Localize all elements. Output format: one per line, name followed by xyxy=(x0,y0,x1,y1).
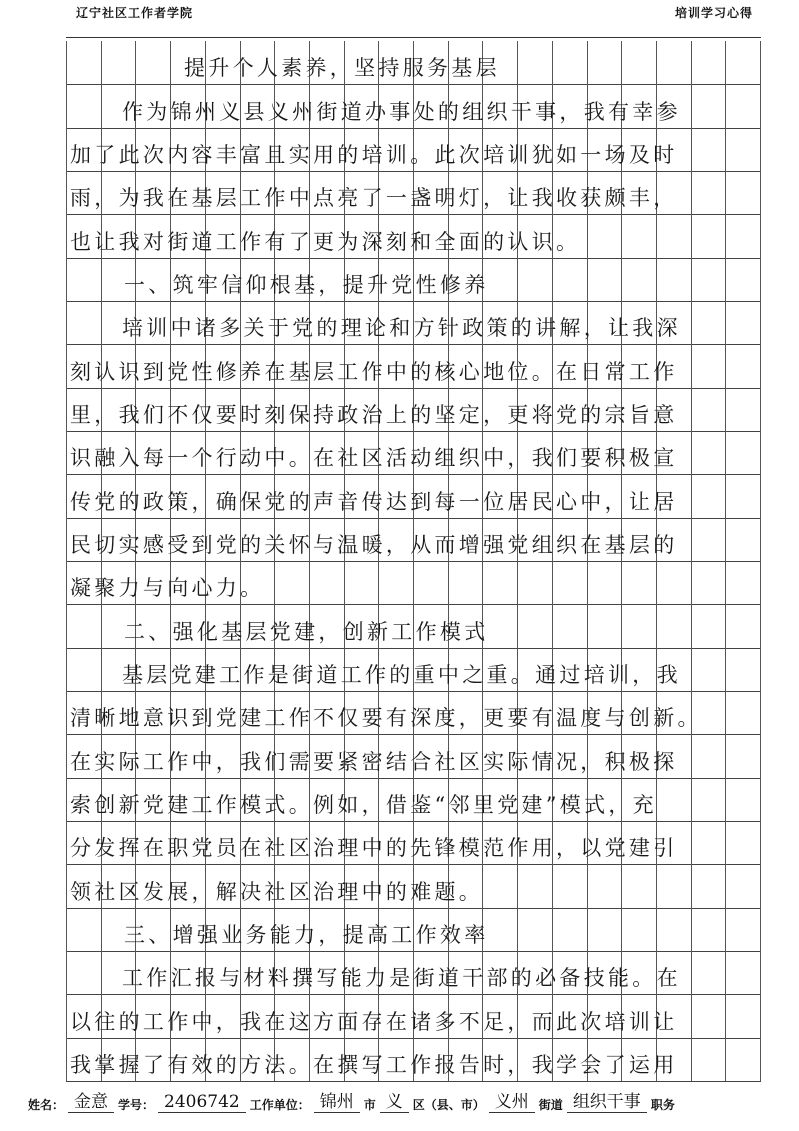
position-suffix: 职务 xyxy=(650,1098,675,1112)
body-line: 识融入每一个行动中。在社区活动组织中，我们要积极宣 xyxy=(70,446,678,471)
grid-row xyxy=(66,734,761,778)
grid-row xyxy=(66,258,761,302)
body-line: 凝聚力与向心力。 xyxy=(70,576,265,601)
body-line: 传党的政策，确保党的声音传达到每一位居民心中，让居 xyxy=(70,489,678,514)
street-value: 义州 xyxy=(489,1087,535,1113)
student-id-value: 2406742 xyxy=(158,1092,246,1113)
grid-row xyxy=(66,864,761,908)
student-id-label: 学号： xyxy=(118,1098,155,1112)
grid-row xyxy=(66,41,761,85)
signature-footer xyxy=(28,1083,769,1113)
grid-row xyxy=(66,518,761,562)
street-suffix: 街道 xyxy=(538,1098,563,1112)
body-line: 以往的工作中，我在这方面存在诸多不足，而此次培训让 xyxy=(70,1009,678,1034)
body-line: 作为锦州义县义州街道办事处的组织干事，我有幸参 xyxy=(122,99,681,124)
body-line: 民切实感受到党的关怀与温暖，从而增强党组织在基层的 xyxy=(70,532,678,557)
grid-row xyxy=(66,474,761,518)
grid-row xyxy=(66,301,761,345)
city-value: 锦州 xyxy=(314,1087,360,1113)
body-line: 培训中诸多关于党的理论和方针政策的讲解，让我深 xyxy=(122,316,681,341)
body-line: 清晰地意识到党建工作不仅要有深度，更要有温度与创新。 xyxy=(70,706,702,731)
grid-row xyxy=(66,778,761,822)
document-type-header: 培训学习心得 xyxy=(674,6,753,20)
grid-row xyxy=(66,388,761,432)
writing-grid xyxy=(66,41,761,1081)
body-line: 分发挥在职党员在社区治理中的先锋模范作用，以党建引 xyxy=(70,836,678,861)
essay-title: 提升个人素养，坚持服务基层 xyxy=(184,56,500,81)
body-line: 雨，为我在基层工作中点亮了一盏明灯，让我收获颇丰， xyxy=(70,186,678,211)
grid-row xyxy=(66,648,761,692)
grid-row xyxy=(66,1038,761,1082)
body-line: 也让我对街道工作有了更为深刻和全面的认识。 xyxy=(70,229,581,254)
body-line: 基层党建工作是街道工作的重中之重。通过培训，我 xyxy=(122,662,681,687)
header-rule xyxy=(66,37,761,38)
grid-row xyxy=(66,431,761,475)
city-suffix: 市 xyxy=(363,1098,376,1112)
section-heading: 三、增强业务能力，提高工作效率 xyxy=(124,922,489,947)
position-value: 组织干事 xyxy=(567,1087,647,1113)
grid-row xyxy=(66,994,761,1038)
grid-row xyxy=(66,344,761,388)
grid-row xyxy=(66,171,761,215)
body-line: 领社区发展，解决社区治理中的难题。 xyxy=(70,879,484,904)
grid-row xyxy=(66,604,761,648)
grid-row xyxy=(66,691,761,735)
district-suffix: 区（县、市） xyxy=(412,1098,485,1112)
body-line: 加了此次内容丰富且实用的培训。此次培训犹如一场及时 xyxy=(70,142,678,167)
body-line: 在实际工作中，我们需要紧密结合社区实际情况，积极探 xyxy=(70,749,678,774)
grid-row xyxy=(66,128,761,172)
body-line: 工作汇报与材料撰写能力是街道干部的必备技能。在 xyxy=(122,966,681,991)
grid-row xyxy=(66,214,761,258)
work-unit-label: 工作单位： xyxy=(249,1098,310,1112)
grid-row xyxy=(66,84,761,128)
name-label: 姓名： xyxy=(28,1098,65,1112)
section-heading: 二、强化基层党建，创新工作模式 xyxy=(124,619,489,644)
body-line: 索创新党建工作模式。例如，借鉴“邻里党建”模式，充 xyxy=(70,792,657,817)
body-line: 里，我们不仅要时刻保持政治上的坚定，更将党的宗旨意 xyxy=(70,402,678,427)
grid-row xyxy=(66,951,761,995)
body-line: 我掌握了有效的方法。在撰写工作报告时，我学会了运用 xyxy=(70,1052,678,1077)
grid-row xyxy=(66,821,761,865)
grid-row xyxy=(66,561,761,605)
body-line: 刻认识到党性修养在基层工作中的核心地位。在日常工作 xyxy=(70,359,678,384)
name-value: 金意 xyxy=(68,1087,114,1113)
section-heading: 一、筑牢信仰根基，提升党性修养 xyxy=(124,272,489,297)
grid-row xyxy=(66,908,761,952)
district-value: 义 xyxy=(380,1087,409,1113)
institution-header: 辽宁社区工作者学院 xyxy=(76,6,194,20)
